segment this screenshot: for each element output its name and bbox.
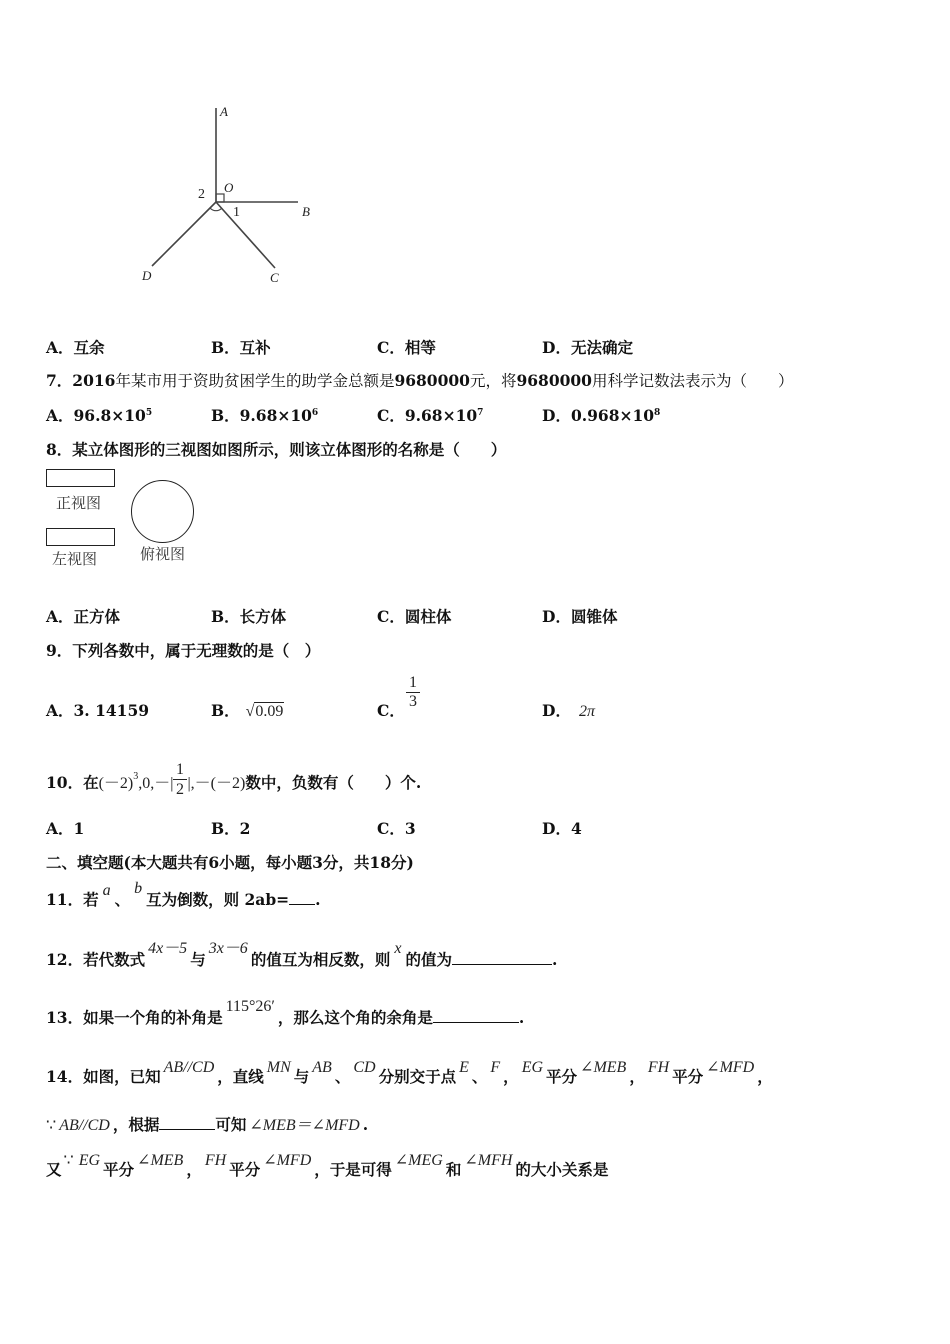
q7-option-a: A．$96.8\times 10^5$	[46, 406, 153, 425]
q8-option-d: D．圆锥体	[542, 607, 618, 626]
section-heading: 二、填空题(本大题共有6小题，每小题3分，共18分)	[46, 853, 414, 872]
front-view-rect	[46, 469, 115, 487]
q14-line3: 又 ∵ EG 平分 ∠MEB ， FH 平分 ∠MFD ，于是可得 ∠MEG 和 ∠MFH 的大小关系是	[46, 1152, 609, 1179]
angle-label-1: 1	[233, 205, 240, 220]
ray-OD	[152, 202, 216, 266]
q9-option-d: D． 2π	[542, 701, 595, 720]
q7-option-c: C．$9.68\times 10^7$	[377, 406, 484, 425]
q10-option-b: B．2	[211, 819, 251, 838]
q6-option-c: C．相等	[377, 338, 436, 357]
left-view-rect	[46, 528, 115, 546]
q11-stem: 11．若 a 、b互为倒数，则 2ab= .	[46, 880, 321, 909]
q10-stem: 10．在$(-2)^3,0,-|$ |,－(－2)数中，负数有（ ）个.	[46, 771, 422, 792]
q8-option-a: A．正方体	[46, 607, 121, 626]
q7-option-d: D．$0.968\times 10^8$	[542, 406, 661, 425]
label-D: D	[142, 268, 152, 283]
q6-option-d: D．无法确定	[542, 338, 633, 357]
top-view-circle	[131, 480, 194, 543]
left-view-label: 左视图	[52, 550, 98, 568]
q9-option-b: B． √0.09	[211, 701, 284, 720]
label-B: B	[302, 204, 310, 219]
q9-stem: 9．下列各数中，属于无理数的是（ ）	[46, 641, 321, 660]
q6-option-b: B．互补	[211, 338, 271, 357]
q9-option-c: C．	[377, 701, 405, 720]
angle-figure	[130, 98, 330, 288]
top-view-label: 俯视图	[140, 545, 186, 563]
q14-line2: ∵ AB//CD ，根据 可知 ∠MEB＝∠MFD .	[46, 1115, 369, 1134]
q7-option-b: B．$9.68\times 10^6$	[211, 406, 319, 425]
q14-stem: 14．如图，已知 AB//CD ，直线 MN 与 AB 、 CD 分别交于点 E 、 F ， EG 平分 ∠MEB ， FH 平分 ∠MFD ，	[46, 1059, 773, 1086]
q12-stem: 12．若代数式4x－5与3x－6的值互为相反数，则x的值为 .	[46, 940, 558, 969]
label-O: O	[224, 180, 234, 195]
q10-option-d: D．4	[542, 819, 582, 838]
q8-option-b: B．长方体	[211, 607, 287, 626]
q8-stem: 8．某立体图形的三视图如图所示，则该立体图形的名称是（ ）	[46, 440, 507, 459]
angle-label-2: 2	[198, 187, 205, 202]
label-C: C	[270, 270, 279, 285]
q7-stem: 7．2016年某市用于资助贫困学生的助学金总额是9680000元，将9680000用科学记数法表示为（ ）	[46, 371, 794, 390]
q8-option-c: C．圆柱体	[377, 607, 452, 626]
q10-option-a: A．1	[46, 819, 85, 838]
label-A: A	[220, 104, 228, 119]
angle-arc	[210, 208, 222, 211]
q10-option-c: C．3	[377, 819, 416, 838]
right-angle-mark	[216, 194, 224, 202]
q9-fraction: 1 3	[406, 674, 420, 711]
front-view-label: 正视图	[56, 494, 102, 512]
ray-OC	[216, 202, 275, 268]
q10-fraction: 1 2	[173, 760, 187, 799]
q9-option-a: A．3. 14159	[46, 701, 150, 720]
q6-option-a: A．互余	[46, 338, 105, 357]
q13-stem: 13．如果一个角的补角是115°26′，那么这个角的余角是 .	[46, 998, 525, 1027]
